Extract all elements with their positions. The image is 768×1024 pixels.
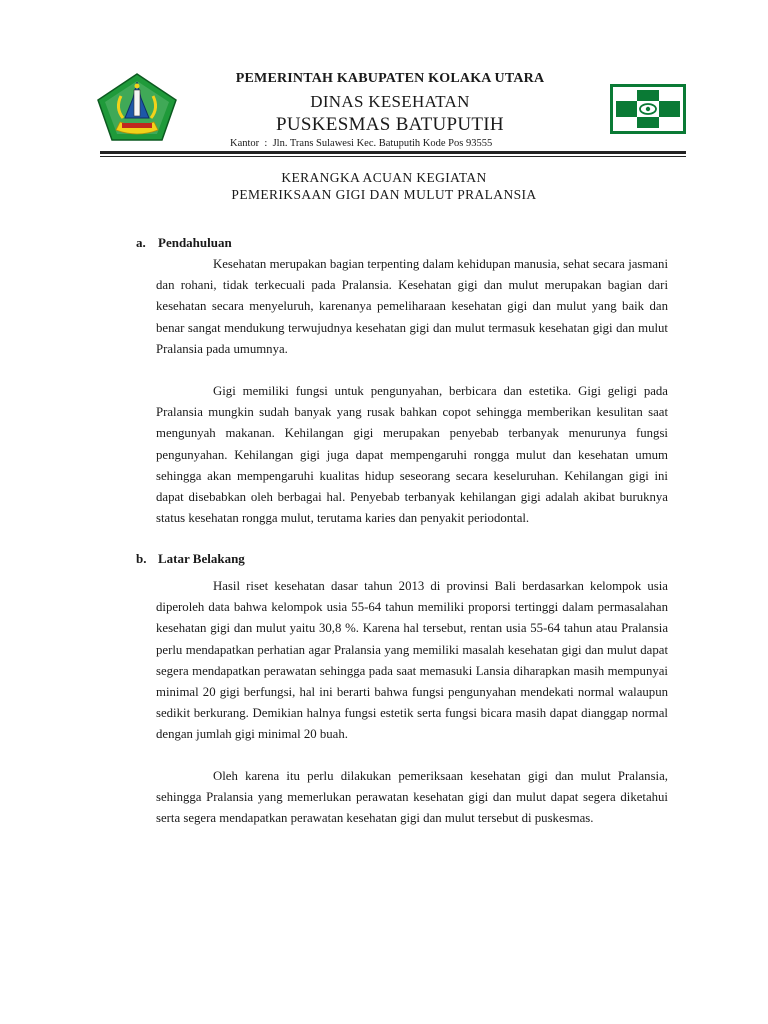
section-heading-latar-belakang [136,551,245,567]
section-title: Latar Belakang [158,551,245,566]
document-title-line-1: KERANGKA ACUAN KEGIATAN [281,170,487,185]
office-address: Kantor : Jln. Trans Sulawesi Kec. Batuputih Kode Pos 93555 [230,138,493,149]
letterhead-divider-thick [100,151,686,154]
document-title-line-2: PEMERIKSAAN GIGI DAN MULUT PRALANSIA [231,187,537,202]
paragraph: Gigi memiliki fungsi untuk pengunyahan, berbicara dan estetika. Gigi geligi pada Pralansia mungkin sudah banyak yang rusak bahkan copot sehingga memberikan kesulitan saat mengunyah makanan. Kehilangan gigi merupakan penyebab terbanyak menurunya fungsi pengunyahan. Kehilangan gigi juga dapat mempengaruhi rongga mulut dan kesehatan umum sehingga akan mempengaruhi kualitas hidup seseorang secara keseluruhan. Kehilangan gigi ini dapat disebabkan oleh berbagai hal. Penyebab terbanyak kehilangan gigi adalah akibat buruknya status kesehatan rongga mulut, terutama karies dan penyakit periodontal. [156,384,668,526]
section-number: a. [136,235,146,250]
facility-name: PUSKESMAS BATUPUTIH [276,114,504,135]
paragraph: Kesehatan merupakan bagian terpenting dalam kehidupan manusia, sehat secara jasmani dan rohani, tidak terkecuali pada Pralansia. Kesehatan gigi dan mulut merupakan bagian dari kesehatan secara menyeluruh, karenanya pemeliharaan kesehatan gigi dan mulut yang baik dan benar sangat mendukung terwujudnya kesehatan gigi dan mulut termasuk kesehatan gigi dan mulut Pralansia pada umumnya. [156,257,668,356]
government-name: PEMERINTAH KABUPATEN KOLAKA UTARA [235,71,545,86]
letterhead-divider-thin [100,156,686,157]
section-heading-pendahuluan [136,235,232,251]
paragraph: Hasil riset kesehatan dasar tahun 2013 di provinsi Bali berdasarkan kelompok usia diperoleh data bahwa kelompok usia 55-64 tahun memiliki proporsi tertinggi dalam permasalahan kesehatan gigi dan mulut yaitu 30,8 %. Karena hal tersebut, rentan usia 55-64 tahun atau Pralansia perlu mendapatkan perhatian agar Pralansia yang memiliki masalah kesehatan gigi dan mulut dapat segera mendapatkan perawatan sehingga pada saat memasuki Lansia diharapkan masih mempunyai minimal 20 gigi berfungsi, hal ini berarti bahwa fungsi pengunyahan mendekati normal walaupun sedikit berkurang. Demikian halnya fungsi estetik serta fungsi bicara masih dapat dianggap normal dengan jumlah gigi minimal 20 buah. [156,579,668,742]
paragraph: Oleh karena itu perlu dilakukan pemeriksaan kesehatan gigi dan mulut Pralansia, sehingga Pralansia yang memerlukan perawatan kesehatan gigi dan mulut dapat segera diketahui serta segera mendapatkan perawatan kesehatan gigi dan mulut tersebut di puskesmas. [156,769,668,826]
section-number: b. [136,551,147,566]
section-title: Pendahuluan [158,235,232,250]
puskesmas-cross-icon [610,84,686,134]
letterhead [0,0,768,160]
kolaka-utara-regency-emblem-icon [96,72,178,142]
department-name: DINAS KESEHATAN [310,92,470,111]
